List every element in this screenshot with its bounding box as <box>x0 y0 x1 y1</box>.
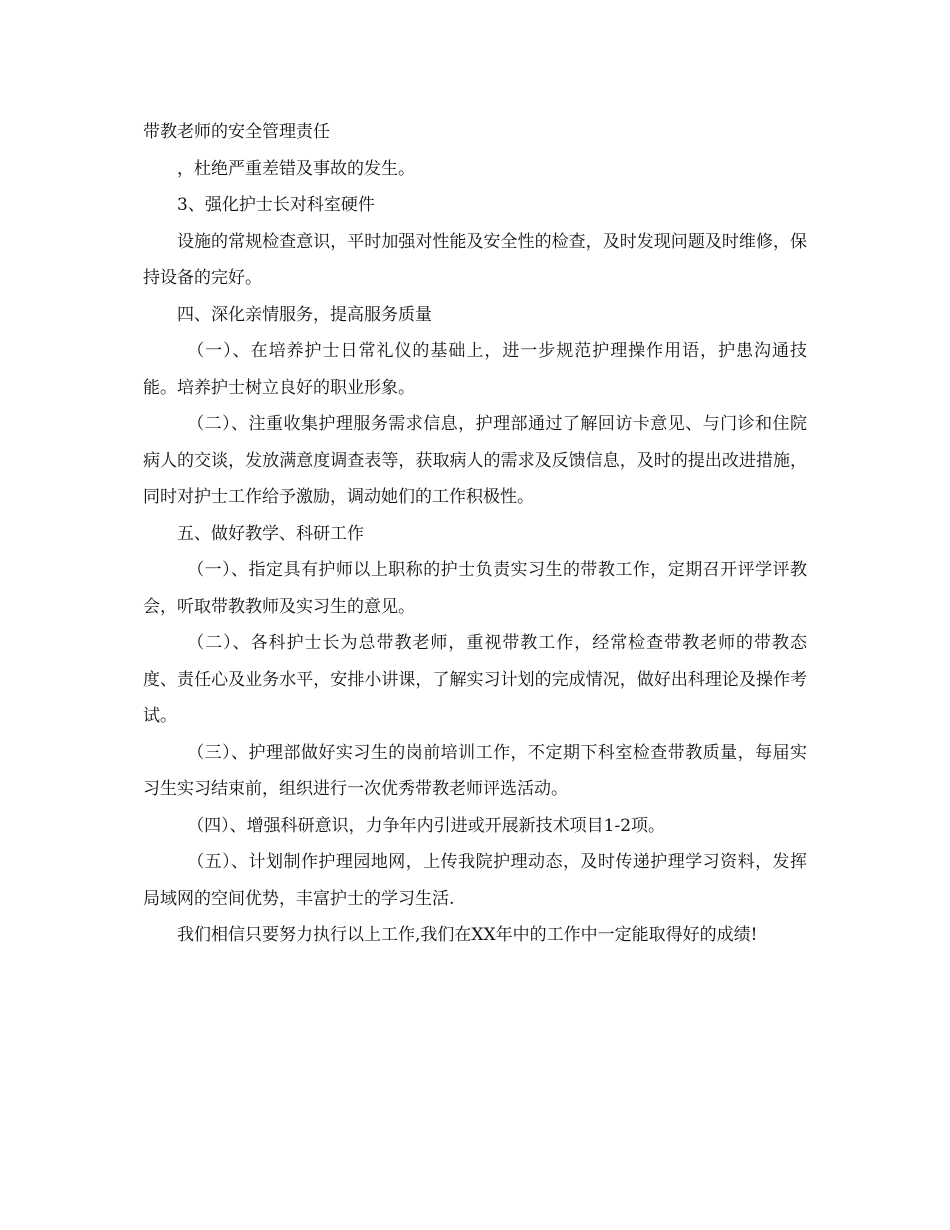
paragraph-3: 3、强化护士长对科室硬件 <box>177 195 375 215</box>
paragraph-11: （三）、护理部做好实习生的岗前培训工作，不定期下科室检查带教质量，每届实习生实习结束前，组织进行一次优秀带教老师评选活动。 <box>143 742 807 799</box>
paragraph-4: 设施的常规检查意识，平时加强对性能及安全性的检查，及时发现问题及时维修，保持设备的完好。 <box>143 231 807 288</box>
paragraph-12: （四）、增强科研意识，力争年内引进或开展新技术项目1-2项。 <box>187 815 666 836</box>
document-body <box>143 114 807 954</box>
paragraph-6: （一）、在培养护士日常礼仪的基础上，进一步规范护理操作用语，护患沟通技能。培养护士树立良好的职业形象。 <box>143 341 807 398</box>
paragraph-1: 带教老师的安全管理责任 <box>143 122 330 142</box>
paragraph-10: （二）、各科护士长为总带教老师，重视带教工作，经常检查带教老师的带教态度、责任心及业务水平，安排小讲课，了解实习计划的完成情况，做好出科理论及操作考试。 <box>143 633 807 726</box>
paragraph-13: （五）、计划制作护理园地网，上传我院护理动态，及时传递护理学习资料，发挥局域网的空间优势，丰富护士的学习生活. <box>143 852 807 909</box>
paragraph-7: （二）、注重收集护理服务需求信息，护理部通过了解回访卡意见、与门诊和住院病人的交谈，发放满意度调查表等，获取病人的需求及反馈信息，及时的提出改进措施，同时对护士工作给予激励，调动她们的工作积极性。 <box>143 414 807 507</box>
paragraph-9: （一）、指定具有护师以上职称的护士负责实习生的带教工作，定期召开评学评教会，听取带教教师及实习生的意见。 <box>143 560 807 617</box>
paragraph-2: ，杜绝严重差错及事故的发生。 <box>177 158 415 179</box>
section-heading-4: 四、深化亲情服务，提高服务质量 <box>177 304 432 325</box>
section-heading-5: 五、做好教学、科研工作 <box>177 523 364 544</box>
closing-paragraph: 我们相信只要努力执行以上工作,我们在XX年中的工作中一定能取得好的成绩! <box>177 925 758 945</box>
